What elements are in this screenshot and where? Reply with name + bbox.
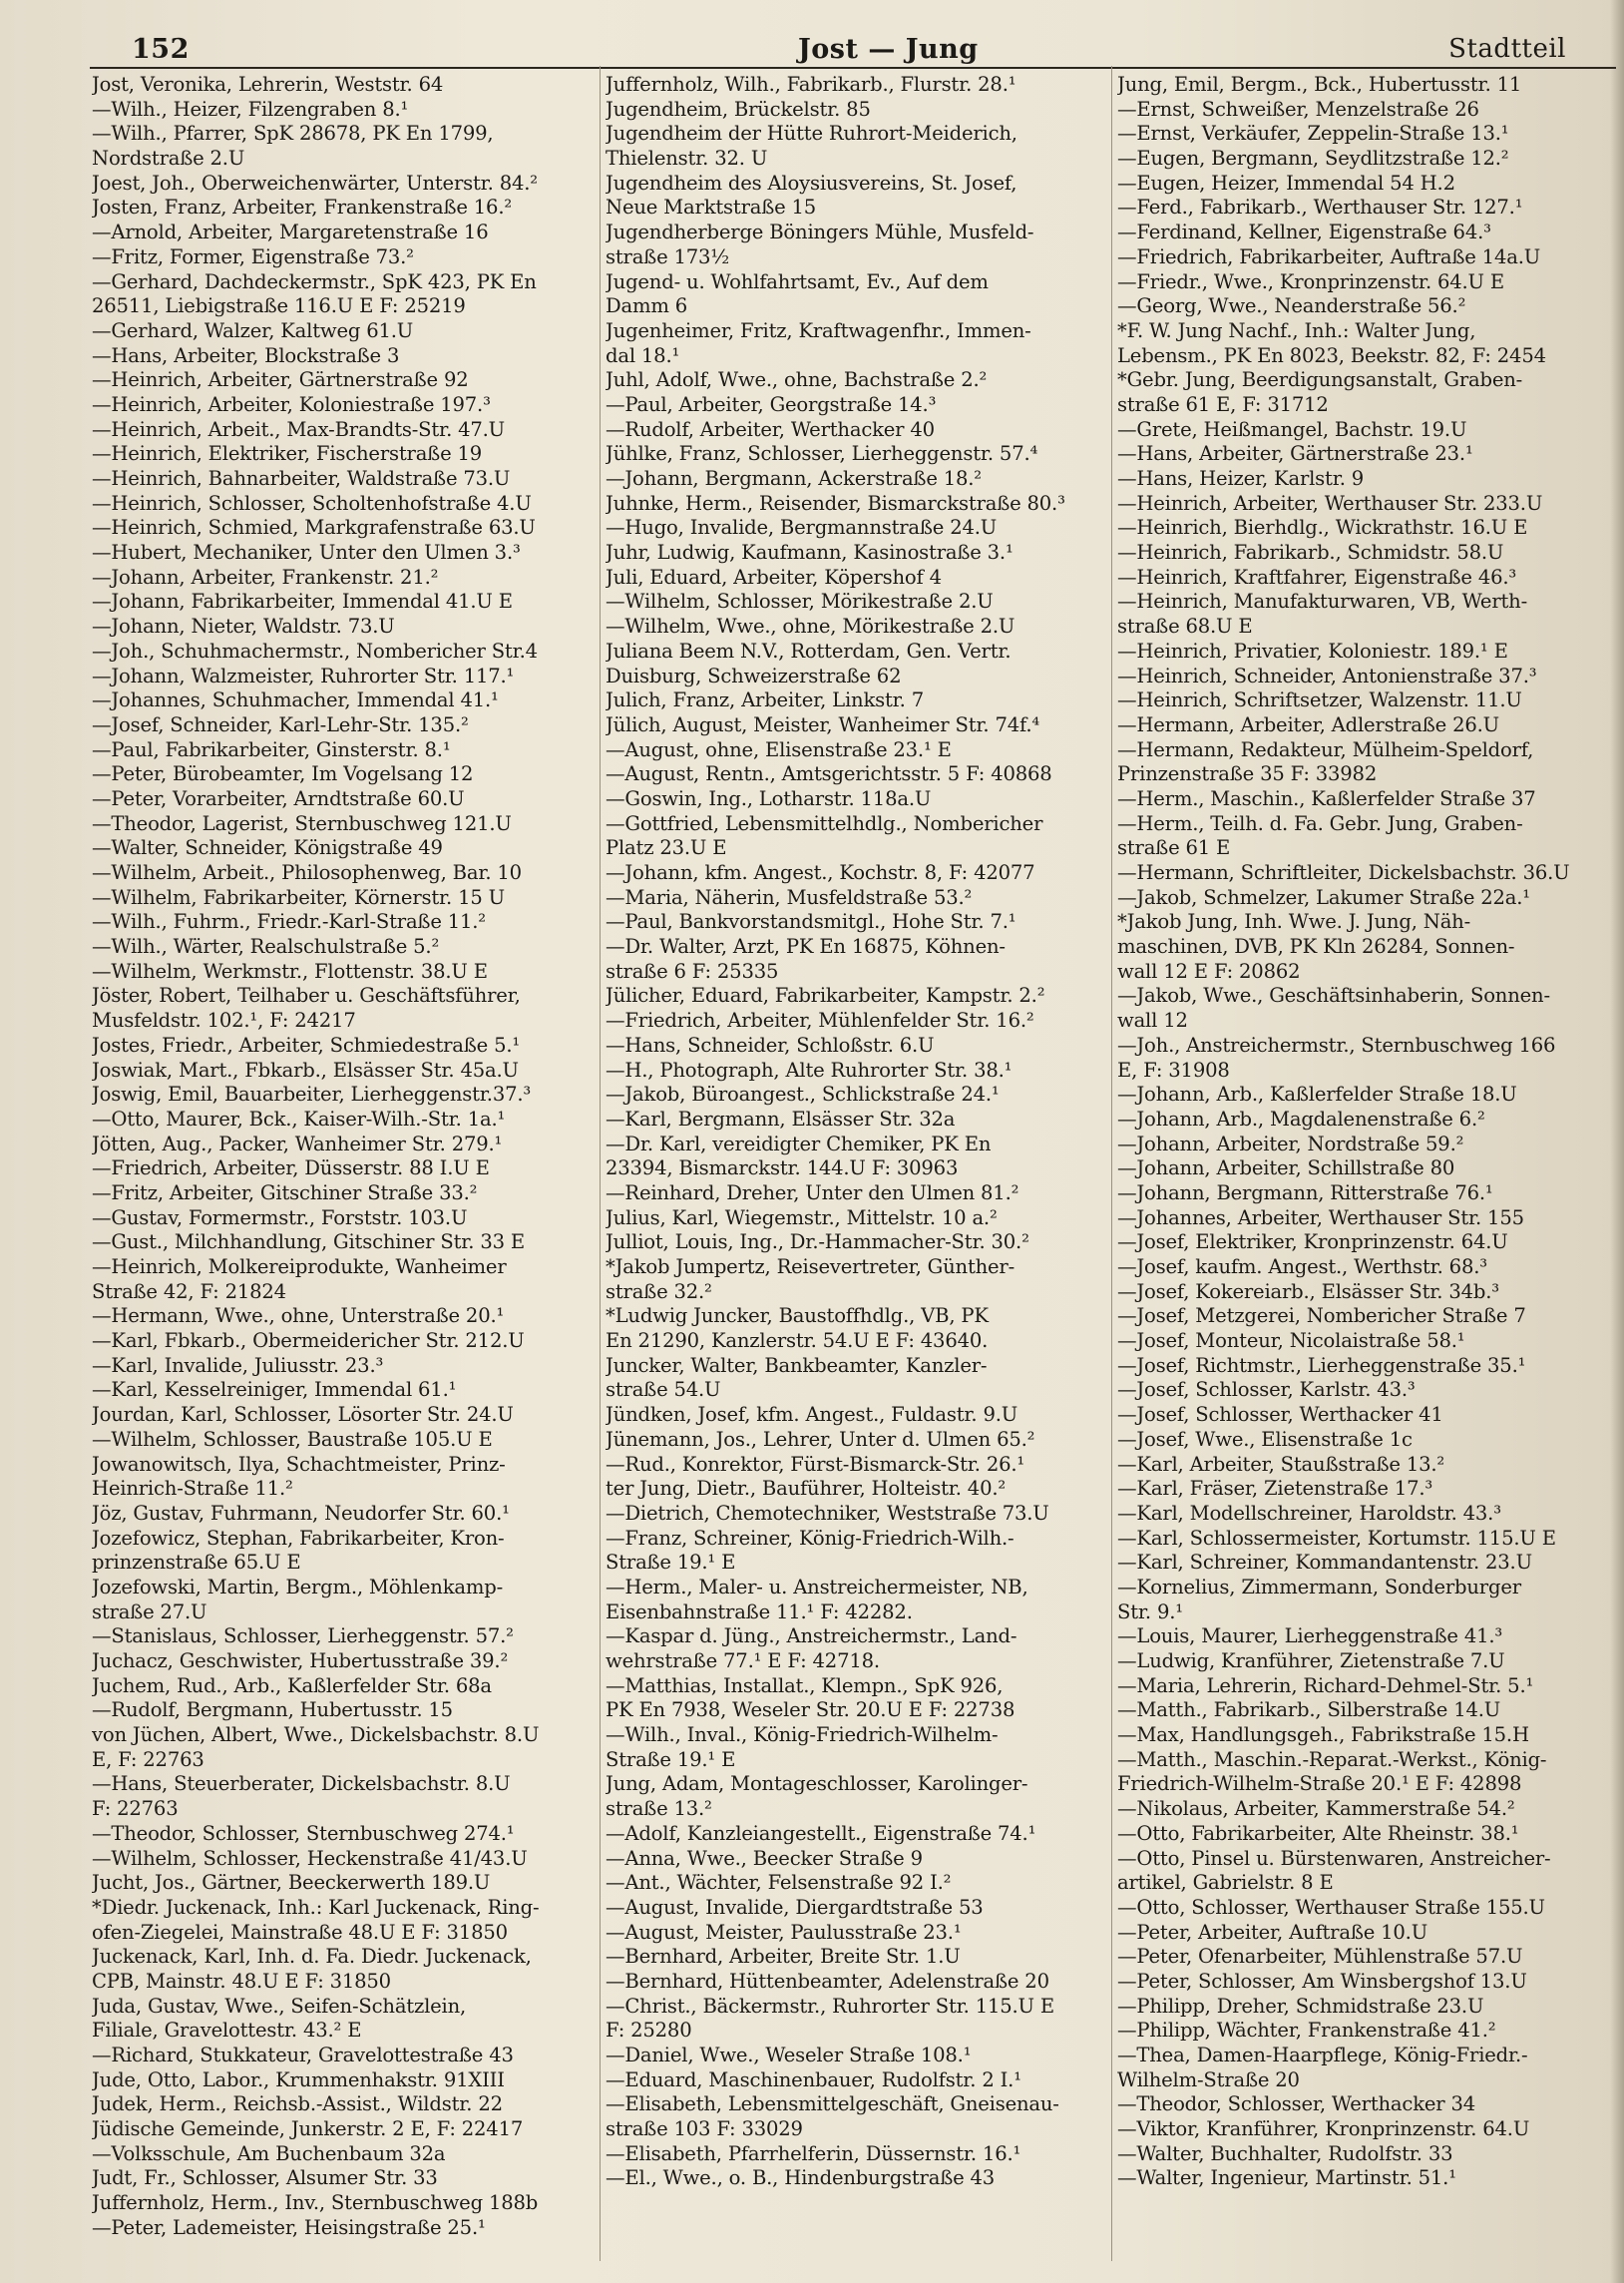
directory-entry-line: Straße 42, F: 21824 [92, 1279, 286, 1303]
directory-entry-line: Jündken, Josef, kfm. Angest., Fuldastr. 9.U [606, 1403, 1018, 1427]
directory-entry-line: —Peter, Lademeister, Heisingstraße 25.¹ [92, 2215, 486, 2239]
directory-entry-line: —Gerhard, Walzer, Kaltweg 61.U [92, 318, 414, 342]
directory-entry-line: —Johann, Arbeiter, Nordstraße 59.² [1117, 1132, 1464, 1155]
directory-entry-line: straße 61 E [1117, 836, 1231, 860]
directory-entry-line: —Paul, Fabrikarbeiter, Ginsterstr. 8.¹ [92, 737, 451, 761]
directory-entry-line: —Wilh., Heizer, Filzengraben 8.¹ [92, 97, 409, 121]
directory-entry-line: —Wilhelm, Schlosser, Heckenstraße 41/43.U [92, 1846, 528, 1870]
directory-entry-line: —Herm., Teilh. d. Fa. Gebr. Jung, Graben- [1117, 811, 1523, 835]
directory-entry-line: Juchem, Rud., Arb., Kaßlerfelder Str. 68a [92, 1673, 492, 1697]
directory-entry-line: —Peter, Bürobeamter, Im Vogelsang 12 [92, 762, 474, 786]
directory-entry-line: —Ludwig, Kranführer, Zietenstraße 7.U [1117, 1649, 1505, 1672]
directory-entry-line: straße 54.U [606, 1378, 721, 1402]
directory-entry-line: —Hermann, Redakteur, Mülheim-Speldorf, [1117, 737, 1534, 761]
directory-entry-line: Jung, Emil, Bergm., Bck., Hubertusstr. 11 [1117, 73, 1522, 96]
directory-entry-line: Juckenack, Karl, Inh. d. Fa. Diedr. Juckenack, [92, 1945, 532, 1969]
directory-entry-line: —Johannes, Arbeiter, Werthauser Str. 155 [1117, 1205, 1524, 1229]
directory-entry-line: —Wilhelm, Fabrikarbeiter, Körnerstr. 15 U [92, 885, 505, 909]
directory-entry-line: —Wilhelm, Arbeit., Philosophenweg, Bar. 10 [92, 861, 522, 884]
directory-entry-line: —El., Wwe., o. B., Hindenburgstraße 43 [606, 2166, 996, 2190]
directory-entry-line: —Hubert, Mechaniker, Unter den Ulmen 3.³ [92, 541, 521, 565]
directory-entry-line: straße 32.² [606, 1279, 712, 1303]
directory-entry-line: —Peter, Schlosser, Am Winsbergshof 13.U [1117, 1969, 1527, 1993]
directory-entry-line: Jostes, Friedr., Arbeiter, Schmiedestraße 5.¹ [92, 1033, 521, 1057]
directory-entry-line: —Maria, Näherin, Musfeldstraße 53.² [606, 885, 973, 909]
directory-entry-line: —Hans, Arbeiter, Gärtnerstraße 23.¹ [1117, 442, 1473, 466]
directory-entry-line: —Stanislaus, Schlosser, Lierheggenstr. 57.² [92, 1624, 514, 1648]
directory-entry-line: —Hermann, Arbeiter, Adlerstraße 26.U [1117, 712, 1499, 736]
directory-entry-line: maschinen, DVB, PK Kln 26284, Sonnen- [1117, 935, 1515, 959]
directory-entry-line: —Peter, Arbeiter, Auftraße 10.U [1117, 1920, 1428, 1944]
directory-entry-line: En 21290, Kanzlerstr. 54.U E F: 43640. [606, 1329, 989, 1353]
directory-entry-line: —Ernst, Verkäufer, Zeppelin-Straße 13.¹ [1117, 122, 1509, 146]
directory-entry-line: —Rudolf, Arbeiter, Werthacker 40 [606, 417, 935, 441]
directory-entry-line: Jugendheim der Hütte Ruhrort-Meiderich, [606, 122, 1017, 146]
column-3 [1117, 73, 1621, 2268]
directory-entry-line: —Ferdinand, Kellner, Eigenstraße 64.³ [1117, 221, 1491, 244]
directory-entry-line: —Gerhard, Dachdeckermstr., SpK 423, PK En [92, 269, 537, 293]
directory-entry-line: prinzenstraße 65.U E [92, 1551, 301, 1575]
directory-entry-line: —Wilh., Inval., König-Friedrich-Wilhelm- [606, 1723, 999, 1747]
column-2 [606, 73, 1104, 2268]
directory-entry-line: Jötten, Aug., Packer, Wanheimer Str. 279.¹ [92, 1132, 503, 1155]
directory-entry-line: —Karl, Fbkarb., Obermeidericher Str. 212.U [92, 1329, 525, 1353]
directory-entry-line: Juli, Eduard, Arbeiter, Köpershof 4 [606, 565, 942, 589]
directory-entry-line: —Matthias, Installat., Klempn., SpK 926, [606, 1673, 1004, 1697]
directory-entry-line: ofen-Ziegelei, Mainstraße 48.U E F: 31850 [92, 1920, 508, 1944]
directory-entry-line: —Wilhelm, Werkmstr., Flottenstr. 38.U E [92, 959, 488, 983]
directory-entry-line: Prinzenstraße 35 F: 33982 [1117, 762, 1378, 786]
directory-entry-line: Juffernholz, Wilh., Fabrikarb., Flurstr. 28.¹ [606, 73, 1016, 96]
directory-entry-line: —Rud., Konrektor, Fürst-Bismarck-Str. 26.¹ [606, 1452, 1025, 1476]
directory-entry-line: —Matth., Fabrikarb., Silberstraße 14.U [1117, 1698, 1501, 1722]
directory-entry-line: —Herm., Maschin., Kaßlerfelder Straße 37 [1117, 786, 1536, 810]
directory-entry-line: Straße 19.¹ E [606, 1551, 736, 1575]
directory-entry-line: —Wilh., Wärter, Realschulstraße 5.² [92, 935, 440, 959]
directory-entry-line: —Gustav, Formermstr., Forststr. 103.U [92, 1205, 468, 1229]
directory-entry-line: —Thea, Damen-Haarpflege, König-Friedr.- [1117, 2044, 1528, 2066]
page-header [70, 30, 1594, 66]
directory-entry-line: —Hermann, Schriftleiter, Dickelsbachstr. 36.U [1117, 861, 1570, 884]
directory-entry-line: —Dr. Karl, vereidigter Chemiker, PK En [606, 1132, 992, 1155]
directory-entry-line: Platz 23.U E [606, 836, 727, 860]
directory-entry-line: —Josef, Metzgerei, Nombericher Straße 7 [1117, 1304, 1526, 1328]
directory-entry-line: Juda, Gustav, Wwe., Seifen-Schätzlein, [92, 1994, 467, 2018]
directory-entry-line: —Heinrich, Schlosser, Scholtenhofstraße 4.U [92, 491, 532, 515]
directory-entry-line: —Karl, Kesselreiniger, Immendal 61.¹ [92, 1378, 457, 1402]
directory-entry-line: straße 173½ [606, 244, 730, 268]
directory-entry-line: —August, Meister, Paulusstraße 23.¹ [606, 1920, 962, 1944]
directory-entry-line: Jugendheim, Brückelstr. 85 [606, 97, 871, 121]
directory-entry-line: Juchacz, Geschwister, Hubertusstraße 39.² [92, 1649, 509, 1672]
directory-entry-line: —Ferd., Fabrikarb., Werthauser Str. 127.¹ [1117, 196, 1523, 220]
directory-entry-line: Jucht, Jos., Gärtner, Beeckerwerth 189.U [92, 1871, 491, 1895]
directory-entry-line: Straße 19.¹ E [606, 1747, 736, 1771]
directory-entry-line: —Otto, Schlosser, Werthauser Straße 155.U [1117, 1895, 1545, 1919]
directory-entry-line: —Volksschule, Am Buchenbaum 32a [92, 2141, 446, 2165]
directory-entry-line: Neue Marktstraße 15 [606, 196, 817, 220]
directory-entry-line: —Jakob, Büroangest., Schlickstraße 24.¹ [606, 1083, 1000, 1107]
directory-entry-line: Joswig, Emil, Bauarbeiter, Lierheggenstr.37.³ [92, 1083, 532, 1107]
directory-entry-line: —Walter, Buchhalter, Rudolfstr. 33 [1117, 2141, 1453, 2165]
directory-entry-line: —Theodor, Schlosser, Sternbuschweg 274.¹ [92, 1821, 515, 1845]
directory-entry-line: Juhl, Adolf, Wwe., ohne, Bachstraße 2.² [606, 368, 988, 392]
directory-entry-line: Jünemann, Jos., Lehrer, Unter d. Ulmen 65.² [606, 1427, 1035, 1451]
directory-entry-line: —Heinrich, Privatier, Koloniestr. 189.¹ E [1117, 639, 1508, 663]
directory-entry-line: —Bernhard, Hüttenbeamter, Adelenstraße 20 [606, 1969, 1049, 1993]
directory-entry-line: Juhnke, Herm., Reisender, Bismarckstraße 80.³ [606, 491, 1065, 515]
directory-entry-line: —Paul, Arbeiter, Georgstraße 14.³ [606, 392, 937, 416]
directory-entry-line: —Peter, Ofenarbeiter, Mühlenstraße 57.U [1117, 1945, 1523, 1969]
directory-entry-line: Joest, Joh., Oberweichenwärter, Unterstr. 84.² [92, 171, 538, 195]
directory-entry-line: —Dr. Walter, Arzt, PK En 16875, Köhnen- [606, 935, 1006, 959]
directory-entry-line: —Kaspar d. Jüng., Anstreichermstr., Land- [606, 1624, 1017, 1648]
directory-entry-line: Nordstraße 2.U [92, 147, 245, 171]
directory-entry-line: Jülich, August, Meister, Wanheimer Str. 74f.⁴ [606, 712, 1040, 736]
directory-entry-line: Judek, Herm., Reichsb.-Assist., Wildstr. 22 [92, 2092, 503, 2116]
directory-entry-line: —Max, Handlungsgeh., Fabrikstraße 15.H [1117, 1723, 1529, 1747]
directory-entry-line: Jozefowicz, Stephan, Fabrikarbeiter, Kron- [92, 1526, 505, 1550]
directory-entry-line: —Johann, kfm. Angest., Kochstr. 8, F: 42077 [606, 861, 1035, 884]
directory-entry-line: —Johann, Bergmann, Ackerstraße 18.² [606, 467, 982, 490]
directory-entry-line: —Heinrich, Elektriker, Fischerstraße 19 [92, 442, 483, 466]
directory-entry-line: —Goswin, Ing., Lotharstr. 118a.U [606, 786, 932, 810]
page-title: Jost — Jung [798, 34, 979, 65]
directory-entry-line: —Matth., Maschin.-Reparat.-Werkst., König- [1117, 1747, 1547, 1771]
directory-entry-line: —Heinrich, Schneider, Antonienstraße 37.³ [1117, 664, 1537, 687]
directory-entry-line: straße 6 F: 25335 [606, 959, 779, 983]
directory-entry-line: —August, ohne, Elisenstraße 23.¹ E [606, 737, 952, 761]
directory-entry-line: —Heinrich, Schmied, Markgrafenstraße 63.U [92, 516, 536, 540]
directory-entry-line: —Gottfried, Lebensmittelhdlg., Nombericher [606, 811, 1043, 835]
directory-entry-line: Juliana Beem N.V., Rotterdam, Gen. Vertr. [606, 639, 1012, 663]
directory-entry-line: —Friedrich, Arbeiter, Mühlenfelder Str. 16.² [606, 1009, 1034, 1033]
directory-entry-line: —Fritz, Arbeiter, Gitschiner Straße 33.² [92, 1180, 478, 1204]
directory-entry-line: Jüdische Gemeinde, Junkerstr. 2 E, F: 22417 [92, 2117, 524, 2141]
directory-entry-line: —Georg, Wwe., Neanderstraße 56.² [1117, 294, 1466, 318]
directory-entry-line: —Louis, Maurer, Lierheggenstraße 41.³ [1117, 1624, 1503, 1648]
directory-entry-line: —Joh., Anstreichermstr., Sternbuschweg 166 [1117, 1033, 1556, 1057]
directory-entry-line: —Gust., Milchhandlung, Gitschiner Str. 33 E [92, 1230, 525, 1254]
directory-entry-line: —Ernst, Schweißer, Menzelstraße 26 [1117, 97, 1479, 121]
directory-entry-line: —Nikolaus, Arbeiter, Kammerstraße 54.² [1117, 1797, 1515, 1821]
directory-entry-line: E, F: 22763 [92, 1747, 204, 1771]
directory-entry-line: Jühlke, Franz, Schlosser, Lierheggenstr. 57.⁴ [606, 442, 1038, 466]
directory-entry-line: straße 13.² [606, 1797, 712, 1821]
directory-entry-line: von Jüchen, Albert, Wwe., Dickelsbachstr. 8.U [92, 1723, 540, 1747]
directory-entry-line: —Hugo, Invalide, Bergmannstraße 24.U [606, 516, 998, 540]
directory-entry-line: straße 61 E, F: 31712 [1117, 392, 1329, 416]
directory-entry-line: —Johann, Nieter, Waldstr. 73.U [92, 615, 395, 639]
directory-entry-line: Jugend- u. Wohlfahrtsamt, Ev., Auf dem [606, 269, 989, 293]
directory-entry-line: —Josef, Schlosser, Werthacker 41 [1117, 1403, 1443, 1427]
directory-entry-line: —Friedrich, Arbeiter, Düsserstr. 88 I.U E [92, 1156, 490, 1180]
directory-entry-line: —Hans, Arbeiter, Blockstraße 3 [92, 343, 400, 367]
header-rule [90, 67, 1616, 69]
directory-entry-line: —Heinrich, Schriftsetzer, Walzenstr. 11.U [1117, 688, 1522, 712]
directory-entry-line: —Theodor, Lagerist, Sternbuschweg 121.U [92, 811, 512, 835]
directory-entry-line: —Heinrich, Bierhdlg., Wickrathstr. 16.U E [1117, 516, 1528, 540]
section-label: Stadtteil [1448, 34, 1566, 64]
directory-entry-line: —Richard, Stukkateur, Gravelottestraße 43 [92, 2044, 514, 2066]
directory-entry-line: —Karl, Bergmann, Elsässer Str. 32a [606, 1107, 956, 1131]
directory-entry-line: *Diedr. Juckenack, Inh.: Karl Juckenack, Ring- [92, 1895, 540, 1919]
directory-entry-line: —Otto, Maurer, Bck., Kaiser-Wilh.-Str. 1a.¹ [92, 1107, 506, 1131]
column-1 [92, 73, 591, 2268]
directory-entry-line: *Jakob Jung, Inh. Wwe. J. Jung, Näh- [1117, 910, 1471, 934]
directory-entry-line: —Elisabeth, Lebensmittelgeschäft, Gneisenau- [606, 2092, 1059, 2116]
directory-entry-line: —Karl, Fräser, Zietenstraße 17.³ [1117, 1477, 1433, 1501]
directory-entry-line: —Heinrich, Arbeit., Max-Brandts-Str. 47.U [92, 417, 505, 441]
directory-entry-line: —Wilhelm, Schlosser, Baustraße 105.U E [92, 1427, 493, 1451]
directory-entry-line: Lebensm., PK En 8023, Beekstr. 82, F: 2454 [1117, 343, 1546, 367]
directory-entry-line: —Karl, Schlossermeister, Kortumstr. 115.U E [1117, 1526, 1556, 1550]
directory-entry-line: —Fritz, Former, Eigenstraße 73.² [92, 244, 414, 268]
directory-entry-line: —Walter, Schneider, Königstraße 49 [92, 836, 443, 860]
directory-entry-line: Duisburg, Schweizerstraße 62 [606, 664, 902, 687]
directory-entry-line: Josten, Franz, Arbeiter, Frankenstraße 16.² [92, 196, 513, 220]
directory-entry-line: Jugenheimer, Fritz, Kraftwagenfhr., Immen- [606, 318, 1031, 342]
directory-entry-line: —Philipp, Dreher, Schmidstraße 23.U [1117, 1994, 1484, 2018]
directory-entry-line: straße 27.U [92, 1599, 207, 1623]
directory-entry-line: —Walter, Ingenieur, Martinstr. 51.¹ [1117, 2166, 1456, 2190]
directory-entry-line: —Jakob, Wwe., Geschäftsinhaberin, Sonnen- [1117, 984, 1550, 1008]
directory-entry-line: —Otto, Pinsel u. Bürstenwaren, Anstreicher- [1117, 1846, 1551, 1870]
directory-entry-line: *Gebr. Jung, Beerdigungsanstalt, Graben- [1117, 368, 1523, 392]
directory-entry-line: Jugendherberge Böningers Mühle, Musfeld- [606, 221, 1034, 244]
directory-entry-line: —Heinrich, Molkereiprodukte, Wanheimer [92, 1255, 507, 1278]
directory-entry-line: —Rudolf, Bergmann, Hubertusstr. 15 [92, 1698, 453, 1722]
column-divider [1111, 66, 1112, 2261]
directory-entry-line: —Karl, Schreiner, Kommandantenstr. 23.U [1117, 1551, 1532, 1575]
page-number: 152 [132, 34, 190, 65]
directory-entry-line: —Christ., Bäckermstr., Ruhrorter Str. 115.U E [606, 1994, 1054, 2018]
directory-entry-line: Julliot, Louis, Ing., Dr.-Hammacher-Str. 30.² [606, 1230, 1029, 1254]
directory-entry-line: —Heinrich, Arbeiter, Werthauser Str. 233.U [1117, 491, 1543, 515]
directory-entry-line: —Josef, kaufm. Angest., Werthstr. 68.³ [1117, 1255, 1487, 1278]
directory-entry-line: —Josef, Richtmstr., Lierheggenstraße 35.¹ [1117, 1353, 1526, 1377]
directory-entry-line: —Grete, Heißmangel, Bachstr. 19.U [1117, 417, 1467, 441]
directory-entry-line: *Ludwig Juncker, Baustoffhdlg., VB, PK [606, 1304, 989, 1328]
directory-entry-line: Julius, Karl, Wiegemstr., Mittelstr. 10 a.² [606, 1205, 998, 1229]
directory-entry-line: —Eduard, Maschinenbauer, Rudolfstr. 2 I.¹ [606, 2067, 1021, 2091]
directory-entry-line: Jost, Veronika, Lehrerin, Weststr. 64 [92, 73, 444, 96]
directory-entry-line: —Friedr., Wwe., Kronprinzenstr. 64.U E [1117, 269, 1505, 293]
directory-entry-line: —Heinrich, Fabrikarb., Schmidstr. 58.U [1117, 541, 1504, 565]
directory-entry-line: Jülicher, Eduard, Fabrikarbeiter, Kampstr. 2.² [606, 984, 1045, 1008]
directory-entry-line: —Friedrich, Fabrikarbeiter, Auftraße 14a.U [1117, 244, 1541, 268]
directory-entry-line: Julich, Franz, Arbeiter, Linkstr. 7 [606, 688, 924, 712]
directory-entry-line: CPB, Mainstr. 48.U E F: 31850 [92, 1969, 391, 1993]
column-divider [600, 66, 601, 2261]
page-edge-shadow [1610, 0, 1624, 2283]
directory-entry-line: —Wilh., Fuhrm., Friedr.-Karl-Straße 11.² [92, 910, 486, 934]
directory-entry-line: —Wilh., Pfarrer, SpK 28678, PK En 1799, [92, 122, 494, 146]
directory-entry-line: E, F: 31908 [1117, 1058, 1230, 1082]
directory-entry-line: —Johann, Bergmann, Ritterstraße 76.¹ [1117, 1180, 1493, 1204]
directory-entry-line: —Johann, Arb., Magdalenenstraße 6.² [1117, 1107, 1485, 1131]
directory-entry-line: —Josef, Elektriker, Kronprinzenstr. 64.U [1117, 1230, 1508, 1254]
directory-entry-line: F: 22763 [92, 1797, 179, 1821]
directory-entry-line: —H., Photograph, Alte Ruhrorter Str. 38.¹ [606, 1058, 1013, 1082]
directory-entry-line: —Daniel, Wwe., Weseler Straße 108.¹ [606, 2044, 972, 2066]
directory-entry-line: —Philipp, Wächter, Frankenstraße 41.² [1117, 2019, 1496, 2043]
directory-entry-line: Heinrich-Straße 11.² [92, 1477, 293, 1501]
directory-entry-line: —Johann, Arb., Kaßlerfelder Straße 18.U [1117, 1083, 1517, 1107]
directory-entry-line: ter Jung, Dietr., Bauführer, Holteistr. 40.² [606, 1477, 1007, 1501]
directory-entry-line: —Viktor, Kranführer, Kronprinzenstr. 64.U [1117, 2117, 1530, 2141]
directory-entry-line: straße 68.U E [1117, 615, 1253, 639]
directory-entry-line: —Johann, Arbeiter, Frankenstr. 21.² [92, 565, 439, 589]
directory-entry-line: —Heinrich, Arbeiter, Gärtnerstraße 92 [92, 368, 469, 392]
directory-entry-line: wall 12 [1117, 1009, 1188, 1033]
directory-entry-line: —Josef, Schlosser, Karlstr. 43.³ [1117, 1378, 1416, 1402]
directory-entry-line: F: 25280 [606, 2019, 692, 2043]
directory-entry-line: —Herm., Maler- u. Anstreichermeister, NB, [606, 1575, 1028, 1598]
directory-entry-line: wall 12 E F: 20862 [1117, 959, 1301, 983]
directory-entry-line: *Jakob Jumpertz, Reisevertreter, Günther- [606, 1255, 1015, 1278]
directory-entry-line: —Arnold, Arbeiter, Margaretenstraße 16 [92, 221, 489, 244]
directory-entry-line: —Adolf, Kanzleiangestellt., Eigenstraße 74.¹ [606, 1821, 1036, 1845]
directory-entry-line: —Peter, Vorarbeiter, Arndtstraße 60.U [92, 786, 465, 810]
directory-entry-line: —Hans, Heizer, Karlstr. 9 [1117, 467, 1365, 490]
directory-entry-line: Musfeldstr. 102.¹, F: 24217 [92, 1009, 356, 1033]
directory-entry-line: —Hermann, Wwe., ohne, Unterstraße 20.¹ [92, 1304, 505, 1328]
directory-entry-line: —Heinrich, Manufakturwaren, VB, Werth- [1117, 590, 1528, 614]
directory-entry-line: —Paul, Bankvorstandsmitgl., Hohe Str. 7.¹ [606, 910, 1016, 934]
directory-entry-line: Jung, Adam, Montageschlosser, Karolinger- [606, 1772, 1028, 1796]
directory-entry-line: Juffernholz, Herm., Inv., Sternbuschweg 188b [92, 2191, 539, 2215]
directory-entry-line: —Heinrich, Kraftfahrer, Eigenstraße 46.³ [1117, 565, 1517, 589]
directory-entry-line: —Dietrich, Chemotechniker, Weststraße 73.U [606, 1501, 1049, 1525]
directory-entry-line: Thielenstr. 32. U [606, 147, 768, 171]
directory-entry-line: 23394, Bismarckstr. 144.U F: 30963 [606, 1156, 959, 1180]
directory-entry-line: artikel, Gabrielstr. 8 E [1117, 1871, 1334, 1895]
directory-entry-line: —Josef, Schneider, Karl-Lehr-Str. 135.² [92, 712, 469, 736]
directory-entry-line: Jöster, Robert, Teilhaber u. Geschäftsführer, [92, 984, 521, 1008]
directory-entry-line: —Kornelius, Zimmermann, Sonderburger [1117, 1575, 1521, 1598]
directory-entry-line: —Josef, Wwe., Elisenstraße 1c [1117, 1427, 1413, 1451]
directory-entry-line: —Johann, Fabrikarbeiter, Immendal 41.U E [92, 590, 513, 614]
directory-entry-line: —Heinrich, Arbeiter, Koloniestraße 197.³ [92, 392, 491, 416]
directory-entry-line: —Joh., Schuhmachermstr., Nombericher Str.4 [92, 639, 538, 663]
directory-entry-line: dal 18.¹ [606, 343, 680, 367]
directory-entry-line: —Bernhard, Arbeiter, Breite Str. 1.U [606, 1945, 961, 1969]
directory-entry-line: —Theodor, Schlosser, Werthacker 34 [1117, 2092, 1475, 2116]
directory-entry-line: —Wilhelm, Wwe., ohne, Mörikestraße 2.U [606, 615, 1015, 639]
directory-entry-line: Friedrich-Wilhelm-Straße 20.¹ E F: 42898 [1117, 1772, 1522, 1796]
directory-entry-line: —August, Invalide, Diergardtstraße 53 [606, 1895, 984, 1919]
directory-entry-line: Jourdan, Karl, Schlosser, Lösorter Str. 24.U [92, 1403, 514, 1427]
directory-entry-line: —Johannes, Schuhmacher, Immendal 41.¹ [92, 688, 499, 712]
directory-entry-line: Wilhelm-Straße 20 [1117, 2067, 1300, 2091]
directory-entry-line: —Maria, Lehrerin, Richard-Dehmel-Str. 5.¹ [1117, 1673, 1534, 1697]
directory-entry-line: Eisenbahnstraße 11.¹ F: 42282. [606, 1599, 913, 1623]
directory-entry-line: Filiale, Gravelottestr. 43.² E [92, 2019, 362, 2043]
directory-entry-line: straße 103 F: 33029 [606, 2117, 803, 2141]
directory-entry-line: —Anna, Wwe., Beecker Straße 9 [606, 1846, 923, 1870]
directory-entry-line: PK En 7938, Weseler Str. 20.U E F: 22738 [606, 1698, 1015, 1722]
directory-entry-line: Juncker, Walter, Bankbeamter, Kanzler- [606, 1353, 988, 1377]
directory-entry-line: 26511, Liebigstraße 116.U E F: 25219 [92, 294, 466, 318]
directory-entry-line: —Elisabeth, Pfarrhelferin, Düssernstr. 16.¹ [606, 2141, 1021, 2165]
directory-entry-line: Judt, Fr., Schlosser, Alsumer Str. 33 [92, 2166, 438, 2190]
directory-entry-line: —Josef, Kokereiarb., Elsässer Str. 34b.³ [1117, 1279, 1499, 1303]
directory-entry-line: —Ant., Wächter, Felsenstraße 92 I.² [606, 1871, 952, 1895]
directory-entry-line: —Karl, Invalide, Juliusstr. 23.³ [92, 1353, 384, 1377]
directory-entry-line: —Karl, Arbeiter, Staußstraße 13.² [1117, 1452, 1445, 1476]
directory-entry-line: —August, Rentn., Amtsgerichtsstr. 5 F: 40868 [606, 762, 1052, 786]
directory-entry-line: —Karl, Modellschreiner, Haroldstr. 43.³ [1117, 1501, 1501, 1525]
directory-entry-line: —Otto, Fabrikarbeiter, Alte Rheinstr. 38.¹ [1117, 1821, 1519, 1845]
directory-entry-line: Str. 9.¹ [1117, 1599, 1183, 1623]
directory-entry-line: —Wilhelm, Schlosser, Mörikestraße 2.U [606, 590, 994, 614]
directory-entry-line: —Reinhard, Dreher, Unter den Ulmen 81.² [606, 1180, 1019, 1204]
directory-entry-line: Jöz, Gustav, Fuhrmann, Neudorfer Str. 60.¹ [92, 1501, 510, 1525]
directory-entry-line: Jowanowitsch, Ilya, Schachtmeister, Prinz- [92, 1452, 506, 1476]
directory-entry-line: —Hans, Steuerberater, Dickelsbachstr. 8.U [92, 1772, 511, 1796]
directory-entry-line: —Johann, Walzmeister, Ruhrorter Str. 117.¹ [92, 664, 515, 687]
directory-entry-line: Damm 6 [606, 294, 688, 318]
directory-entry-line: Joswiak, Mart., Fbkarb., Elsässer Str. 45a.U [92, 1058, 519, 1082]
directory-entry-line: —Johann, Arbeiter, Schillstraße 80 [1117, 1156, 1455, 1180]
directory-entry-line: Jugendheim des Aloysiusvereins, St. Josef, [606, 171, 1017, 195]
directory-entry-line: —Josef, Monteur, Nicolaistraße 58.¹ [1117, 1329, 1465, 1353]
directory-entry-line: *F. W. Jung Nachf., Inh.: Walter Jung, [1117, 318, 1476, 342]
directory-entry-line: Jude, Otto, Labor., Krummenhakstr. 91XIII [92, 2067, 505, 2091]
directory-entry-line: wehrstraße 77.¹ E F: 42718. [606, 1649, 880, 1672]
directory-entry-line: Juhr, Ludwig, Kaufmann, Kasinostraße 3.¹ [606, 541, 1014, 565]
directory-entry-line: —Heinrich, Bahnarbeiter, Waldstraße 73.U [92, 467, 511, 490]
directory-entry-line: —Jakob, Schmelzer, Lakumer Straße 22a.¹ [1117, 885, 1530, 909]
directory-entry-line: —Eugen, Bergmann, Seydlitzstraße 12.² [1117, 147, 1509, 171]
directory-entry-line: —Hans, Schneider, Schloßstr. 6.U [606, 1033, 935, 1057]
directory-entry-line: —Eugen, Heizer, Immendal 54 H.2 [1117, 171, 1455, 195]
directory-entry-line: —Franz, Schreiner, König-Friedrich-Wilh.- [606, 1526, 1015, 1550]
directory-entry-line: Jozefowski, Martin, Bergm., Möhlenkamp- [92, 1575, 503, 1598]
